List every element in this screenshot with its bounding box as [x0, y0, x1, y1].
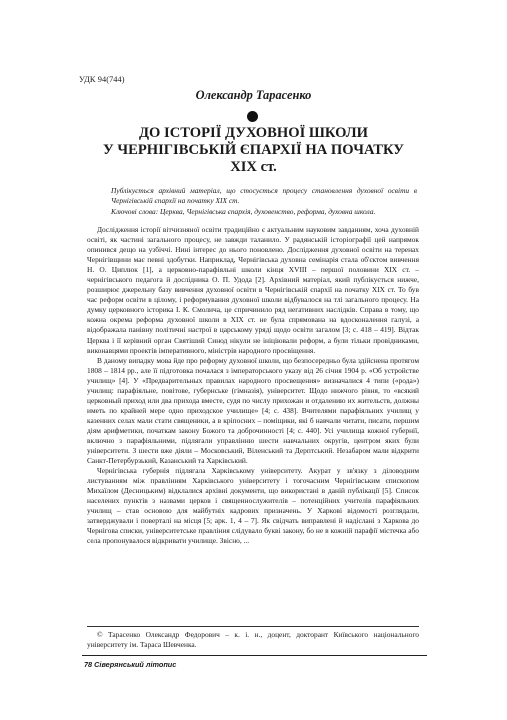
footnote-text: © Тарасенко Олександр Федорович – к. і. н., доцент, докторант Київського національного університету ім. Тараса Шевченка. [87, 630, 419, 649]
udk-code: УДК 94(744) [79, 75, 125, 84]
body-paragraph: Дослідження історії вітчизняної освіти традиційно є актуальним науковим завданням, хоча духовній освіті, як частині загального процесу, не завжди таланило. У радянській історіографії цей напрямок опинився дещо на узбіччі. Нині інтерес до нього поновлено. Дослідження духовної освіти на теренах Чернігівщини має певні здобутки. Наприклад, Чернігівська духовна семінарія стала об'єктом вивчення Н. О. Циплюк [1], а церковно-парафіяльні школи кінця XVIII – першої половини XIX ст. – чернігівського педагога й дослідника О. П. Удода [2]. Архівний матеріал, який публікується нижче, розширює джерельну базу вивчення духовної освіти в Чернігівській єпархії на початку XIX ст. То був час реформ освіти в цілому, і реформування духовної школи відбувалося на тлі загального процесу. На думку церковного історика І. К. Смолича, це спричинило ряд негативних наслідків. Справа в тому, що кожна окрема реформа духовної школи в XIX ст. не була спрямована на вдосконалення галузі, а відображала панівну політичні настрої в царському уряді щодо освіти загалом [3; с. 418 – 419]. Відтак Церква і її керівний орган Святіший Синод нікули не ініціювали реформ, а були тільки провідниками, виконавцями проектів імперативного, міністрів народного просвіщення. [87, 225, 419, 355]
footnote-rule [87, 626, 419, 627]
keywords: Ключові слова: Церква, Чернігівська єпархія, духовенство, реформа, духовна школа. [111, 207, 376, 216]
title-line: У ЧЕРНІГІВСЬКІЙ ЄПАРХІЇ НА ПОЧАТКУ [103, 142, 404, 158]
abstract: Публікується архівний матеріал, що стосується процесу становлення духовної освіти в Чернігівській єпархії на початку XIX ст. [111, 186, 417, 206]
footer-rule [82, 655, 427, 656]
author-footnote [87, 630, 419, 650]
body-paragraph: Чернігівська губернія підлягала Харківському університету. Акурат у зв'язку з діловодним листуванням між правлінням Харківського університету і тогочасним Чернігівським єпископом Михаїлом (Десницьким) відклалися архівні документи, що використані в даній публікації [5]. Список населених пунктів з назвами церков і священнослужителів – потенційних учителів парафіяльних училищ – став основою для майбутніх кадрових призначень. У Харкові відомості розглядали, затверджували і поверталі на місця [5; арк. 1, 4 – 7]. Як свідчать виправлені й надіслані з Харкова до Чернігова списки, університетське правління слідувало букві закону, бо не в кожній парафії містечка або села пропонувалося відкривати училище. Звісно, ... [87, 466, 419, 546]
author-name: Олександр Тарасенко [195, 88, 312, 102]
body-paragraph: В даному випадку мова йде про реформу духовної школи, що безпосередньо була здійснена протягом 1808 – 1814 рр., але її підготовка почалася з імператорського указу від 26 січня 1904 р. «Об устройстве училищ» [4]. У «Предварительных правилах народного просвещения» визначалися 4 типи («рода») училищ: парафіяльне, повітове, губернське (гімназія), університет. Щодо нижчого рівня, то «всякий церковный приход или два прихода вместе, судя по числу прихожан и отдалению их жительств, должны иметь по крайней мере одно приходское училище» [4; с. 438]. Вчителями парафіяльних училищ у казенних селах мали стати священики, а в кріпосних – поміщики, які б навчали читати, писати, першим діям арифметики, початкам закону Божого та доброчинності [4; с. 440]. Усі училища кожної губернії, включно з парафіяльними, підлягали управлінню шести навчальних округів, центром яких були університети. З шести вже діяли – Московський, Віленський та Дерптський. Незабаром мали відкрити Санкт-Петербурзький, Казанський та Харківський. [87, 355, 419, 466]
page-folio: 78 Сіверянський літопис [84, 660, 177, 669]
title-line: ДО ІСТОРІЇ ДУХОВНОЇ ШКОЛИ [138, 125, 368, 141]
title-line: XIX ст. [230, 159, 277, 175]
article-body [87, 225, 419, 547]
article-title [60, 125, 447, 176]
bullet-ornament [247, 111, 258, 122]
